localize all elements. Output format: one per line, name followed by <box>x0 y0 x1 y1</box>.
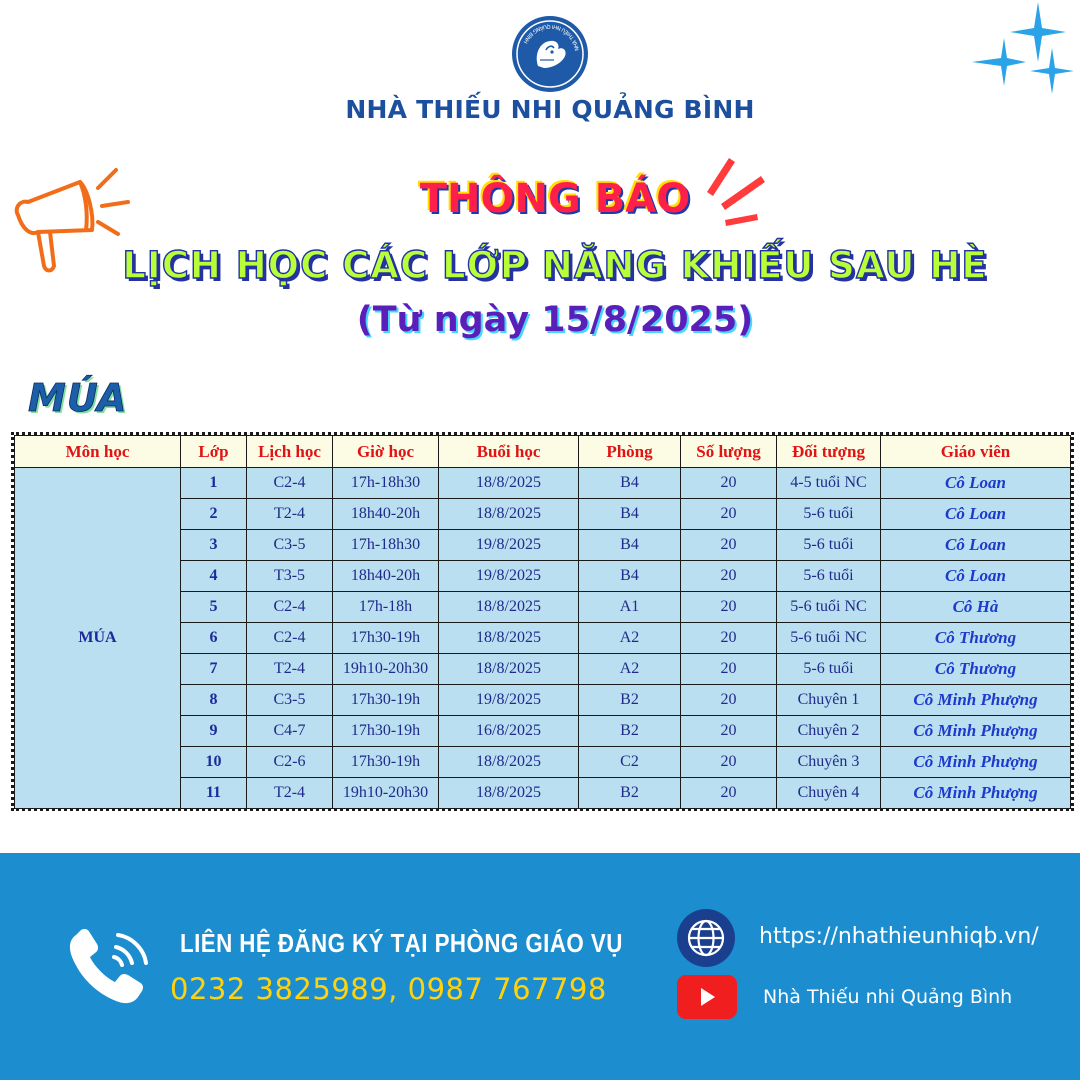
quantity-cell: 20 <box>681 592 777 623</box>
schedule-days-cell: T2-4 <box>247 499 333 530</box>
schedule-days-cell: C2-6 <box>247 747 333 778</box>
teacher-cell: Cô Minh Phượng <box>881 716 1071 747</box>
class-number-cell: 9 <box>181 716 247 747</box>
class-number-cell: 8 <box>181 685 247 716</box>
start-date-cell: 18/8/2025 <box>439 778 579 809</box>
class-time-cell: 17h30-19h <box>333 716 439 747</box>
table-row <box>15 468 1071 499</box>
class-time-cell: 18h40-20h <box>333 561 439 592</box>
teacher-cell: Cô Minh Phượng <box>881 685 1071 716</box>
class-number-cell: 3 <box>181 530 247 561</box>
room-cell: A2 <box>579 623 681 654</box>
sparkle-icon <box>968 0 1080 110</box>
room-cell: A1 <box>579 592 681 623</box>
target-group-cell: 5-6 tuổi NC <box>777 592 881 623</box>
quantity-cell: 20 <box>681 499 777 530</box>
class-time-cell: 17h-18h30 <box>333 468 439 499</box>
schedule-days-cell: T2-4 <box>247 654 333 685</box>
target-group-cell: Chuyên 4 <box>777 778 881 809</box>
table-body <box>15 468 1071 809</box>
class-number-cell: 11 <box>181 778 247 809</box>
column-header: Lớp <box>181 436 247 468</box>
room-cell: B2 <box>579 716 681 747</box>
room-cell: B2 <box>579 685 681 716</box>
class-number-cell: 5 <box>181 592 247 623</box>
announcement-dateline: (Từ ngày 15/8/2025) <box>356 300 754 340</box>
column-header: Giờ học <box>333 436 439 468</box>
phone-ringing-icon <box>66 925 152 1007</box>
section-label: MÚA <box>28 376 128 420</box>
room-cell: C2 <box>579 747 681 778</box>
subject-cell: MÚA <box>15 468 181 809</box>
column-header: Buổi học <box>439 436 579 468</box>
contact-title: LIÊN HỆ ĐĂNG KÝ TẠI PHÒNG GIÁO VỤ <box>180 928 623 958</box>
schedule-table <box>14 435 1071 809</box>
quantity-cell: 20 <box>681 685 777 716</box>
schedule-days-cell: C3-5 <box>247 530 333 561</box>
room-cell: B2 <box>579 778 681 809</box>
column-header: Giáo viên <box>881 436 1071 468</box>
quantity-cell: 20 <box>681 468 777 499</box>
class-number-cell: 4 <box>181 561 247 592</box>
teacher-cell: Cô Loan <box>881 530 1071 561</box>
teacher-cell: Cô Minh Phượng <box>881 778 1071 809</box>
class-number-cell: 1 <box>181 468 247 499</box>
youtube-icon <box>677 975 737 1019</box>
class-time-cell: 17h-18h <box>333 592 439 623</box>
quantity-cell: 20 <box>681 747 777 778</box>
start-date-cell: 19/8/2025 <box>439 530 579 561</box>
room-cell: B4 <box>579 468 681 499</box>
room-cell: B4 <box>579 561 681 592</box>
class-number-cell: 10 <box>181 747 247 778</box>
announcement-subtitle: LỊCH HỌC CÁC LỚP NĂNG KHIẾU SAU HÈ <box>122 244 988 287</box>
start-date-cell: 18/8/2025 <box>439 623 579 654</box>
globe-icon <box>677 909 735 967</box>
schedule-days-cell: T3-5 <box>247 561 333 592</box>
class-time-cell: 17h30-19h <box>333 685 439 716</box>
start-date-cell: 18/8/2025 <box>439 747 579 778</box>
announcement-title: THÔNG BÁO <box>419 176 691 222</box>
class-number-cell: 6 <box>181 623 247 654</box>
table-header-row <box>15 436 1071 468</box>
class-time-cell: 17h-18h30 <box>333 530 439 561</box>
start-date-cell: 18/8/2025 <box>439 499 579 530</box>
target-group-cell: 5-6 tuổi <box>777 561 881 592</box>
class-number-cell: 2 <box>181 499 247 530</box>
target-group-cell: 4-5 tuổi NC <box>777 468 881 499</box>
schedule-days-cell: C2-4 <box>247 468 333 499</box>
start-date-cell: 19/8/2025 <box>439 685 579 716</box>
class-time-cell: 17h30-19h <box>333 623 439 654</box>
teacher-cell: Cô Loan <box>881 499 1071 530</box>
organization-name: NHÀ THIẾU NHI QUẢNG BÌNH <box>345 95 755 124</box>
room-cell: B4 <box>579 499 681 530</box>
start-date-cell: 16/8/2025 <box>439 716 579 747</box>
class-time-cell: 19h10-20h30 <box>333 654 439 685</box>
column-header: Số lượng <box>681 436 777 468</box>
start-date-cell: 18/8/2025 <box>439 592 579 623</box>
website-link[interactable]: https://nhathieunhiqb.vn/ <box>759 924 1039 949</box>
organization-logo-icon <box>510 14 590 94</box>
column-header: Lịch học <box>247 436 333 468</box>
start-date-cell: 18/8/2025 <box>439 468 579 499</box>
quantity-cell: 20 <box>681 561 777 592</box>
schedule-days-cell: C2-4 <box>247 592 333 623</box>
footer-bar <box>0 853 1080 1080</box>
start-date-cell: 18/8/2025 <box>439 654 579 685</box>
target-group-cell: 5-6 tuổi NC <box>777 623 881 654</box>
class-time-cell: 17h30-19h <box>333 747 439 778</box>
target-group-cell: Chuyên 1 <box>777 685 881 716</box>
teacher-cell: Cô Thương <box>881 623 1071 654</box>
quantity-cell: 20 <box>681 654 777 685</box>
teacher-cell: Cô Loan <box>881 561 1071 592</box>
logo-ring-text: NHÀ THIẾU NHI QUẢNG BÌNH <box>521 22 581 52</box>
target-group-cell: 5-6 tuổi <box>777 499 881 530</box>
teacher-cell: Cô Hà <box>881 592 1071 623</box>
schedule-days-cell: T2-4 <box>247 778 333 809</box>
column-header: Phòng <box>579 436 681 468</box>
youtube-channel-link[interactable]: Nhà Thiếu nhi Quảng Bình <box>763 986 1013 1008</box>
start-date-cell: 19/8/2025 <box>439 561 579 592</box>
room-cell: A2 <box>579 654 681 685</box>
schedule-days-cell: C3-5 <box>247 685 333 716</box>
teacher-cell: Cô Thương <box>881 654 1071 685</box>
target-group-cell: Chuyên 3 <box>777 747 881 778</box>
target-group-cell: 5-6 tuổi <box>777 654 881 685</box>
quantity-cell: 20 <box>681 530 777 561</box>
quantity-cell: 20 <box>681 716 777 747</box>
schedule-days-cell: C4-7 <box>247 716 333 747</box>
column-header: Đối tượng <box>777 436 881 468</box>
class-time-cell: 18h40-20h <box>333 499 439 530</box>
contact-phone-numbers[interactable]: 0232 3825989, 0987 767798 <box>170 972 607 1006</box>
class-number-cell: 7 <box>181 654 247 685</box>
schedule-table-container <box>11 432 1074 811</box>
teacher-cell: Cô Loan <box>881 468 1071 499</box>
quantity-cell: 20 <box>681 778 777 809</box>
target-group-cell: Chuyên 2 <box>777 716 881 747</box>
teacher-cell: Cô Minh Phượng <box>881 747 1071 778</box>
class-time-cell: 19h10-20h30 <box>333 778 439 809</box>
target-group-cell: 5-6 tuổi <box>777 530 881 561</box>
schedule-days-cell: C2-4 <box>247 623 333 654</box>
column-header: Môn học <box>15 436 181 468</box>
room-cell: B4 <box>579 530 681 561</box>
quantity-cell: 20 <box>681 623 777 654</box>
